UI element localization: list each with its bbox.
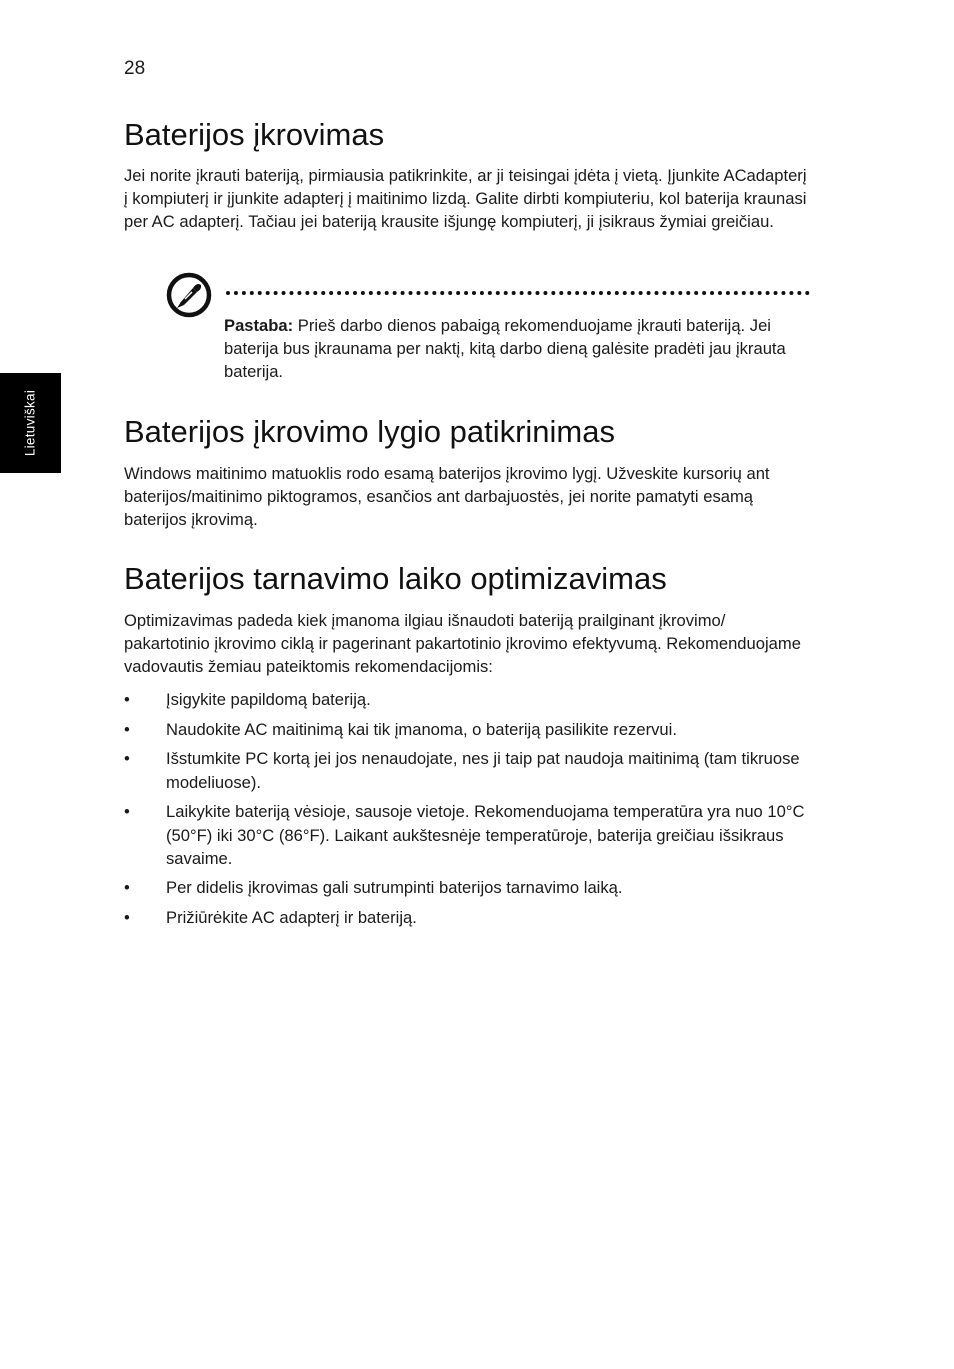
recommendations-list	[124, 688, 814, 936]
list-item-text: Prižiūrėkite AC adapterį ir bateriją.	[166, 908, 417, 928]
list-item-text: Išstumkite PC kortą jei jos nenaudojate, nes ji taip pat naudoja maitinimą (tam tikruose modeliuose).	[166, 749, 800, 792]
list-item	[124, 906, 814, 929]
note-body: Prieš darbo dienos pabaigą rekomenduojame įkrauti bateriją. Jei baterija bus įkraunama per naktį, kitą darbo dieną galėsite pradėti jau įkrauta baterija.	[224, 316, 786, 382]
list-item	[124, 688, 814, 711]
language-side-tab-label: Lietuviškai	[22, 389, 38, 457]
section-paragraph-optimization: Optimizavimas padeda kiek įmanoma ilgiau išnaudoti bateriją prailginant įkrovimo/ pakartotinio įkrovimo ciklą ir pagerinant pakartotinio įkrovimo efektyvumą. Rekomenduojame vadovautis žemiau pateiktomis rekomendacijomis:	[124, 611, 801, 677]
section-paragraph-charging: Jei norite įkrauti bateriją, pirmiausia patikrinkite, ar ji teisingai įdėta į vietą. Įjunkite ACadapterį į kompiuterį ir įjunkite adapterį į maitinimo lizdą. Galite dirbti kompiuteriu, kol baterija kraunasi per AC adapterį. Tačiau jei bateriją krausite išjungę kompiuterį, ji įsikraus žymiai greičiau.	[124, 166, 807, 232]
page-number: 28	[124, 58, 146, 79]
note-dotted-divider	[226, 291, 810, 295]
note-label: Pastaba:	[224, 316, 294, 335]
section-paragraph-level-check: Windows maitinimo matuoklis rodo esamą baterijos įkrovimo lygį. Užveskite kursorių ant baterijos/maitinimo piktogramos, esančios ant darbajuostės, jei norite pamatyti esamą baterijos įkrovimą.	[124, 464, 770, 530]
list-item-text: Įsigykite papildomą bateriją.	[166, 690, 371, 709]
list-item	[124, 718, 814, 741]
bullet-marker: •	[124, 908, 130, 928]
section-title-level-check: Baterijos įkrovimo lygio patikrinimas	[124, 414, 615, 449]
bullet-marker: •	[124, 749, 130, 769]
language-side-tab	[0, 373, 61, 473]
list-item-text: Per didelis įkrovimas gali sutrumpinti baterijos tarnavimo laiką.	[166, 878, 623, 898]
section-title-charging: Baterijos įkrovimas	[124, 117, 385, 152]
list-item	[124, 747, 814, 793]
list-item	[124, 876, 814, 899]
note-text	[224, 314, 814, 384]
list-item-text: Laikykite bateriją vėsioje, sausoje vietoje. Rekomenduojama temperatūra yra nuo 10°C (50°F) iki 30°C (86°F). Laikant aukštesnėje temperatūroje, baterija greičiau išsikraus savaime.	[166, 802, 805, 868]
list-item-text: Naudokite AC maitinimą kai tik įmanoma, o bateriją pasilikite rezervui.	[166, 719, 677, 739]
bullet-marker: •	[124, 719, 130, 739]
bullet-marker: •	[124, 690, 130, 709]
section-title-optimization: Baterijos tarnavimo laiko optimizavimas	[124, 561, 667, 596]
note-pen-icon	[166, 272, 212, 318]
bullet-marker: •	[124, 802, 130, 822]
bullet-marker: •	[124, 878, 130, 898]
list-item	[124, 800, 814, 870]
